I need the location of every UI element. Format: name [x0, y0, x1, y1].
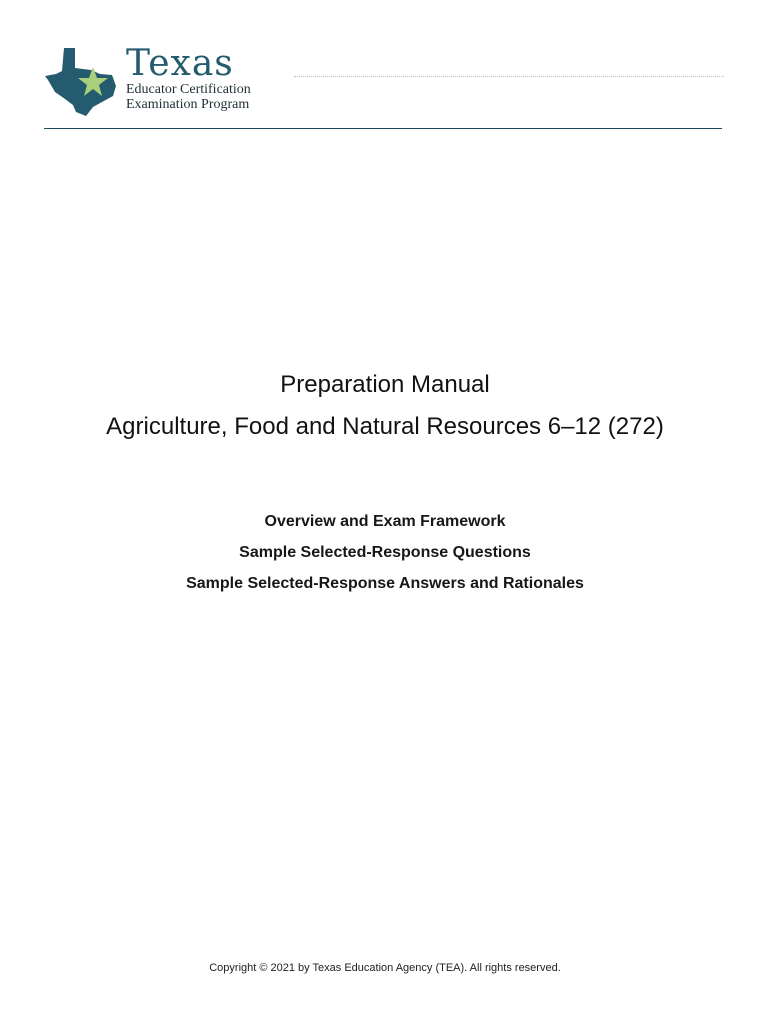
- copyright-text: Copyright © 2021 by Texas Education Agency (TEA). All rights reserved.: [209, 962, 561, 974]
- page-header: [44, 44, 724, 130]
- logo-title: Texas: [126, 43, 234, 84]
- texas-map-icon: [44, 46, 120, 118]
- logo-subtitle-line-1: Educator Certification: [126, 82, 251, 97]
- manual-title: Preparation Manual: [280, 371, 490, 398]
- logo-wordmark: [126, 43, 251, 112]
- header-rule: [44, 128, 722, 129]
- contents-list: [0, 512, 770, 605]
- contents-item-questions: Sample Selected-Response Questions: [239, 544, 531, 561]
- cover-title-block: [0, 370, 770, 442]
- exam-title: Agriculture, Food and Natural Resources 6–12 (272): [106, 413, 664, 440]
- header-dotted-line: [294, 76, 724, 77]
- contents-item-answers: Sample Selected-Response Answers and Rationales: [186, 575, 584, 592]
- logo-subtitle-line-2: Examination Program: [126, 97, 250, 112]
- contents-item-overview: Overview and Exam Framework: [264, 513, 506, 530]
